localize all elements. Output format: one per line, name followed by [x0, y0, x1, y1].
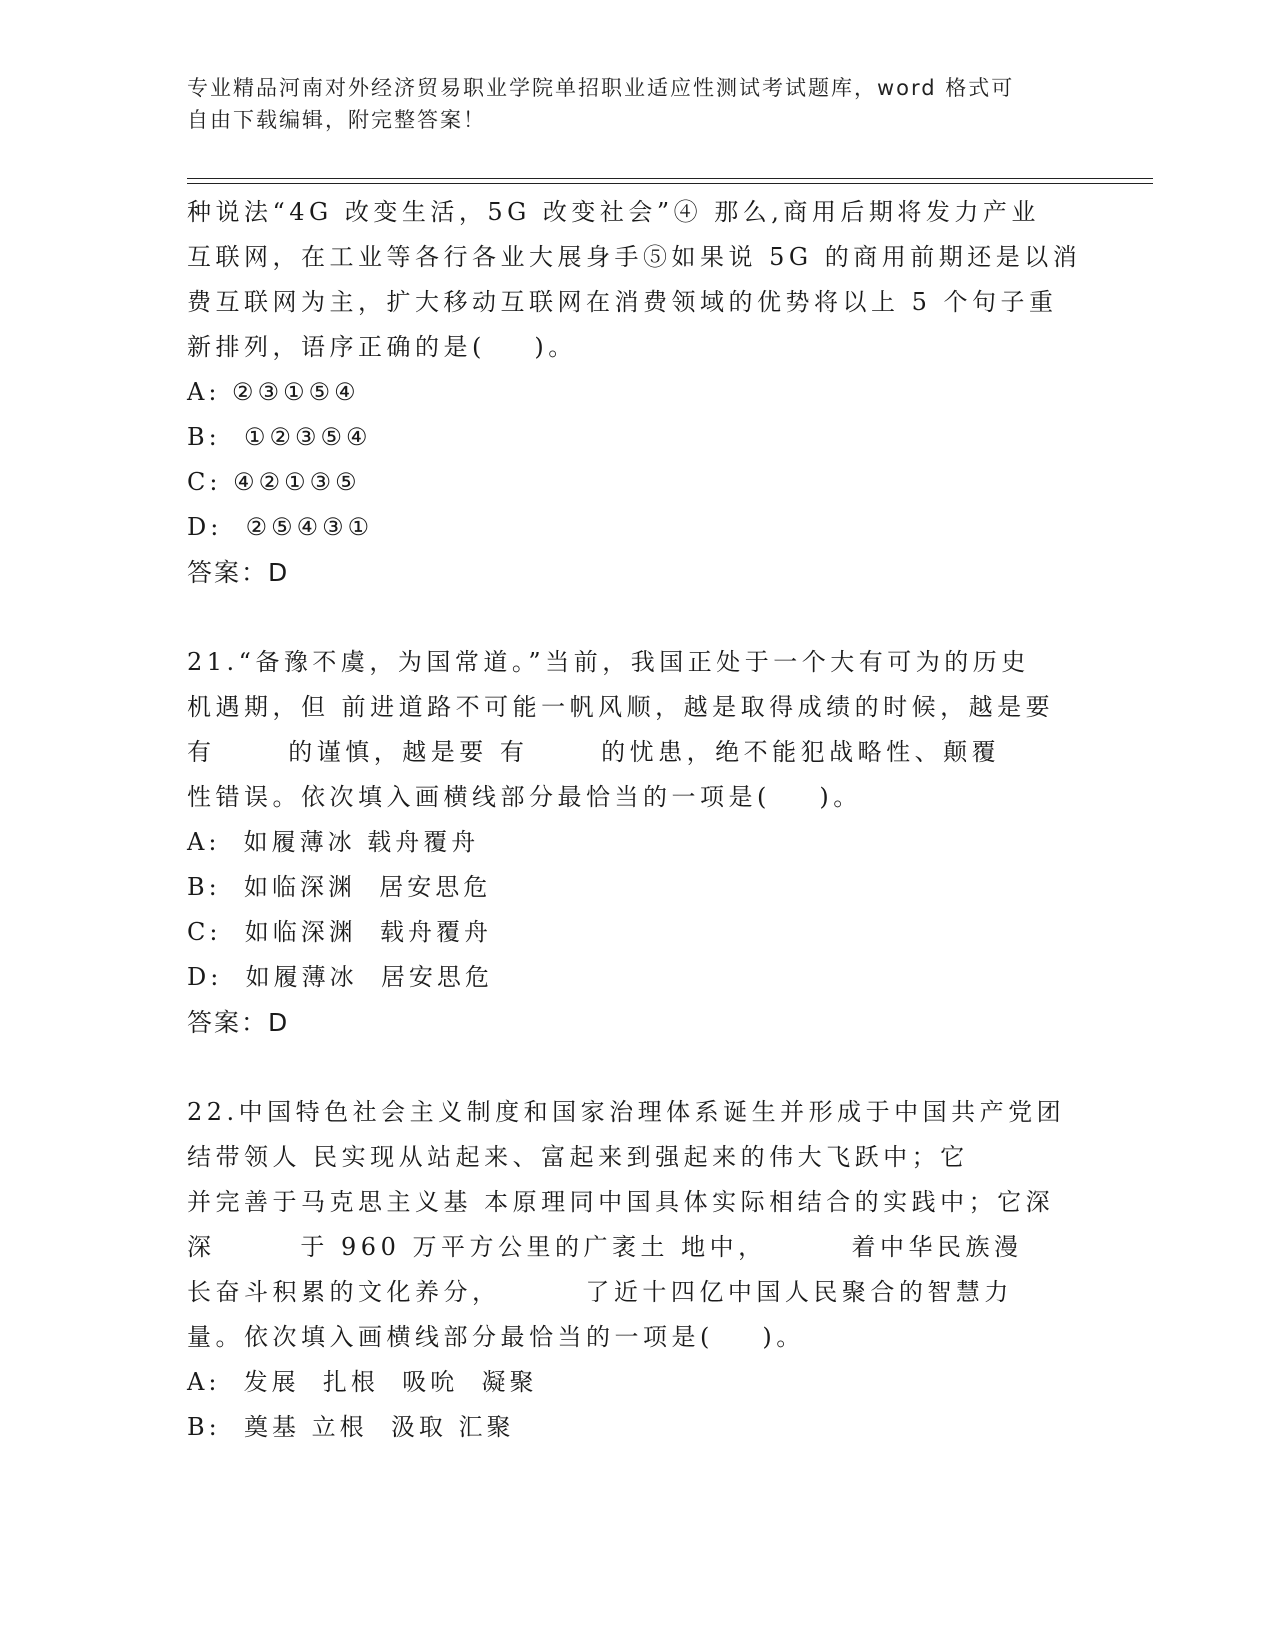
question-21: [187, 640, 1087, 1045]
question-text-line: 种说法“4G 改变生活，5G 改变社会”④ 那么,商用后期将发力产业: [187, 198, 1040, 226]
document-header: [187, 72, 1067, 136]
question-text-line: 有 的谨慎，越是要 有 的忧患，绝不能犯战略性、颠覆: [187, 738, 1001, 766]
answer-line: 答案：D: [187, 558, 290, 587]
question-text-line: 性错误。依次填入画横线部分最恰当的一项是( )。: [187, 783, 862, 811]
header-line-2: 自由下载编辑，附完整答案！: [187, 108, 486, 132]
header-line-1: 专业精品河南对外经济贸易职业学院单招职业适应性测试考试题库，word 格式可: [187, 76, 1015, 100]
question-text-line: 费互联网为主，扩大移动互联网在消费领域的优势将以上 5 个句子重: [187, 288, 1058, 316]
option-a: A: ②③①⑤④: [187, 378, 360, 406]
spacer: [187, 1045, 1087, 1090]
question-text-line: 机遇期，但 前进道路不可能一帆风顺，越是取得成绩的时候，越是要: [187, 693, 1055, 721]
option-c: C: 如临深渊 载舟覆舟: [187, 918, 492, 946]
question-22: [187, 1090, 1087, 1450]
option-a: A: 如履薄冰 载舟覆舟: [187, 828, 480, 856]
question-text-line: 长奋斗积累的文化养分， 了近十四亿中国人民聚合的智慧力: [187, 1278, 1013, 1306]
option-d: D: 如履薄冰 居安思危: [187, 963, 493, 991]
spacer: [187, 595, 1087, 640]
option-d: D: ②⑤④③①: [187, 513, 374, 541]
option-b: B: 如临深渊 居安思危: [187, 873, 492, 901]
question-text-line: 22.中国特色社会主义制度和国家治理体系诞生并形成于中国共产党团: [187, 1098, 1066, 1126]
document-body: [187, 190, 1087, 1450]
question-text-line: 并完善于马克思主义基 本原理同中国具体实际相结合的实践中；它深: [187, 1188, 1055, 1216]
header-divider-top: [187, 178, 1153, 179]
question-text-line: 深 于 960 万平方公里的广袤土 地中， 着中华民族漫: [187, 1233, 1023, 1261]
question-text-line: 互联网，在工业等各行各业大展身手⑤如果说 5G 的商用前期还是以消: [187, 243, 1082, 271]
option-a: A: 发展 扎根 吸吮 凝聚: [187, 1368, 538, 1396]
question-20: [187, 190, 1087, 595]
question-text-line: 新排列，语序正确的是( )。: [187, 333, 577, 361]
question-text-line: 量。依次填入画横线部分最恰当的一项是( )。: [187, 1323, 805, 1351]
option-b: B: ①②③⑤④: [187, 423, 372, 451]
question-text-line: 21.“备豫不虞，为国常道。”当前，我国正处于一个大有可为的历史: [187, 648, 1030, 676]
question-text-line: 结带领人 民实现从站起来、富起来到强起来的伟大飞跃中；它: [187, 1143, 969, 1171]
option-b: B: 奠基 立根 汲取 汇聚: [187, 1413, 515, 1441]
answer-line: 答案：D: [187, 1008, 290, 1037]
header-divider-bottom: [187, 183, 1153, 184]
option-c: C: ④②①③⑤: [187, 468, 361, 496]
